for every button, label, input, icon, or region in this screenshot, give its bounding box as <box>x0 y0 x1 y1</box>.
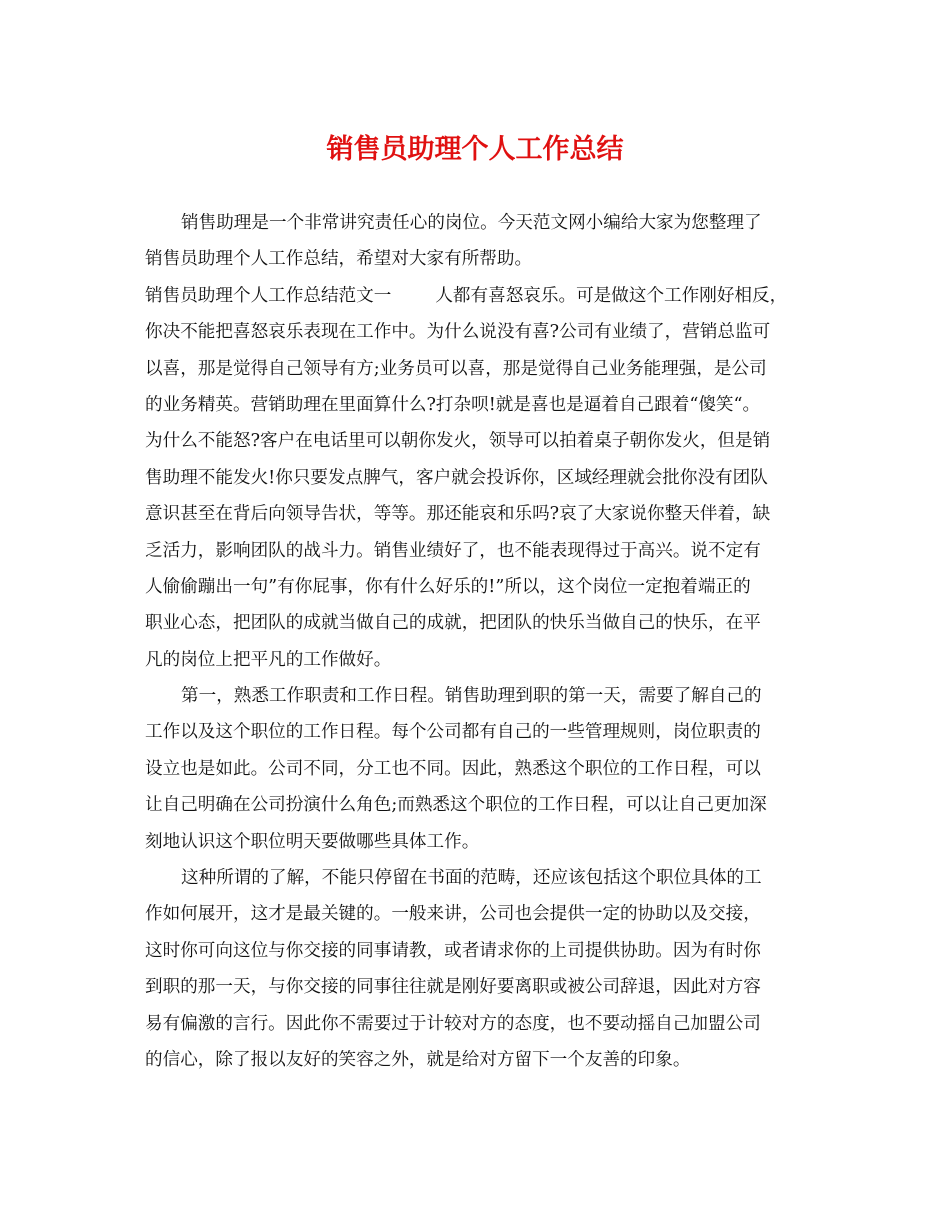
section-heading: 销售员助理个人工作总结范文一 <box>145 285 392 306</box>
text-line: 销售助理是一个非常讲究责任心的岗位。今天范文网小编给大家为您整理了 <box>181 213 762 233</box>
text-line: 凡的岗位上把平凡的工作做好。 <box>145 649 392 670</box>
text-line: 的信心，除了报以友好的笑容之外，就是给对方留下一个友善的印象。 <box>145 1049 691 1070</box>
text-line: 意识甚至在背后向领导告状，等等。那还能哀和乐吗?哀了大家说你整天伴着，缺 <box>145 504 771 525</box>
document-body <box>145 205 805 1078</box>
text-line: 设立也是如此。公司不同，分工也不同。因此，熟悉这个职位的工作日程，可以 <box>145 758 761 779</box>
text-line: 售助理不能发火!你只要发点脾气，客户就会投诉你，区域经理就会批你没有团队 <box>145 467 768 488</box>
text-line: 以喜，那是觉得自己领导有方;业务员可以喜，那是觉得自己业务能理强，是公司 <box>145 358 767 379</box>
text-line-with-heading <box>145 278 805 314</box>
text-line: 作如何展开，这才是最关键的。一般来讲，公司也会提供一定的协助以及交接， <box>145 904 761 925</box>
text-line: 到职的那一天，与你交接的同事往往就是刚好要离职或被公司辞退，因此对方容 <box>145 977 761 998</box>
text-line: 人都有喜怒哀乐。可是做这个工作刚好相反， <box>435 285 788 306</box>
text-line: 你决不能把喜怒哀乐表现在工作中。为什么说没有喜?公司有业绩了，营销总监可 <box>145 322 771 343</box>
text-line: 人偷偷蹦出一句”有你屁事，你有什么好乐的!”所以，这个岗位一定抱着端正的 <box>145 576 751 597</box>
text-line: 这时你可向这位与你交接的同事请教，或者请求你的上司提供协助。因为有时你 <box>145 940 761 961</box>
text-line: 易有偏激的言行。因此你不需要过于计较对方的态度，也不要动摇自己加盟公司 <box>145 1013 761 1034</box>
text-line: 第一，熟悉工作职责和工作日程。销售助理到职的第一天，需要了解自己的 <box>181 686 762 707</box>
document-title: 销售员助理个人工作总结 <box>326 134 624 165</box>
text-line: 这种所谓的了解，不能只停留在书面的范畴，还应该包括这个职位具体的工 <box>181 868 762 889</box>
text-line: 为什么不能怒?客户在电话里可以朝你发火，领导可以拍着桌子朝你发火，但是销 <box>145 431 771 452</box>
text-line: 刻地认识这个职位明天要做哪些具体工作。 <box>145 831 480 852</box>
text-line: 工作以及这个职位的工作日程。每个公司都有自己的一些管理规则，岗位职责的 <box>145 722 761 743</box>
text-line: 职业心态，把团队的成就当做自己的成就，把团队的快乐当做自己的快乐，在平 <box>145 613 761 634</box>
text-line: 乏活力，影响团队的战斗力。销售业绩好了，也不能表现得过于高兴。说不定有 <box>145 540 761 561</box>
text-line: 的业务精英。营销助理在里面算什么?打杂呗!就是喜也是逼着自己跟着“傻笑“。 <box>145 394 761 415</box>
text-line: 销售员助理个人工作总结，希望对大家有所帮助。 <box>145 249 533 270</box>
text-line: 让自己明确在公司扮演什么角色;而熟悉这个职位的工作日程，可以让自己更加深 <box>145 795 767 816</box>
